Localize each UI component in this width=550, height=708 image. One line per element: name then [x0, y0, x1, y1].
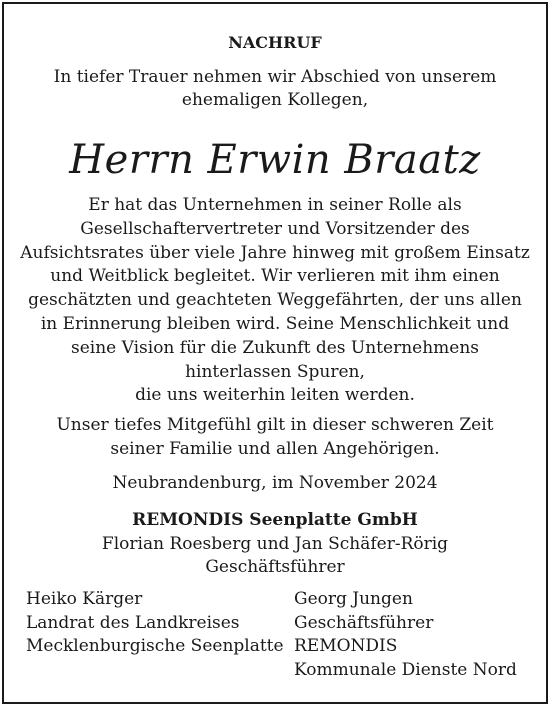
signature-right [294, 588, 517, 682]
tribute-line: in Erinnerung bleiben wird. Seine Menschlichkeit und [40, 313, 510, 334]
signature-left [26, 588, 284, 659]
signature-line: Kommunale Dienste Nord [294, 659, 517, 680]
tribute-line: und Weitblick begleitet. Wir verlieren mit ihm einen [50, 266, 500, 287]
tribute-line: seine Vision für die Zukunft des Unternehmens [70, 337, 480, 358]
place-and-date: Neubrandenburg, im November 2024 [112, 473, 438, 493]
tribute-line: Er hat das Unternehmen in seiner Rolle als [88, 195, 462, 215]
obituary-notice [2, 2, 548, 704]
tribute-line: die uns weiterhin leiten werden. [135, 385, 415, 406]
tribute-line: Aufsichtsrates über viele Jahre hinweg mit großem Einsatz [20, 242, 530, 263]
intro-paragraph [24, 66, 526, 112]
sympathy-line: Unser tiefes Mitgefühl gilt in dieser schweren Zeit [56, 415, 494, 435]
tribute-line: geschätzten und geachteten Weggefährten, der uns allen [28, 290, 522, 311]
deceased-name: Herrn Erwin Braatz [69, 137, 481, 183]
signature-line: Landrat des Landkreises [26, 612, 240, 633]
tribute-line: hinterlassen Spuren, [185, 361, 365, 382]
intro-line: ehemaligen Kollegen, [181, 90, 369, 110]
sympathy-line: seiner Familie und allen Angehörigen. [110, 438, 440, 459]
sympathy-paragraph [18, 414, 532, 461]
notice-heading: NACHRUF [228, 33, 322, 52]
signature-line: Mecklenburgische Seenplatte [26, 636, 284, 656]
tribute-line: Gesellschaftervertreter und Vorsitzender des [80, 218, 470, 239]
signature-line: Georg Jungen [294, 589, 413, 609]
company-role: Geschäftsführer [205, 557, 345, 577]
company-block [4, 509, 546, 580]
intro-line: In tiefer Trauer nehmen wir Abschied von unserem [53, 67, 497, 87]
company-people: Florian Roesberg und Jan Schäfer-Rörig [101, 533, 449, 554]
signature-line: Heiko Kärger [26, 589, 143, 609]
company-name: REMONDIS Seenplatte GmbH [132, 510, 418, 530]
signature-line: REMONDIS [294, 636, 398, 656]
signature-line: Geschäftsführer [294, 612, 434, 633]
tribute-paragraph [18, 194, 532, 408]
